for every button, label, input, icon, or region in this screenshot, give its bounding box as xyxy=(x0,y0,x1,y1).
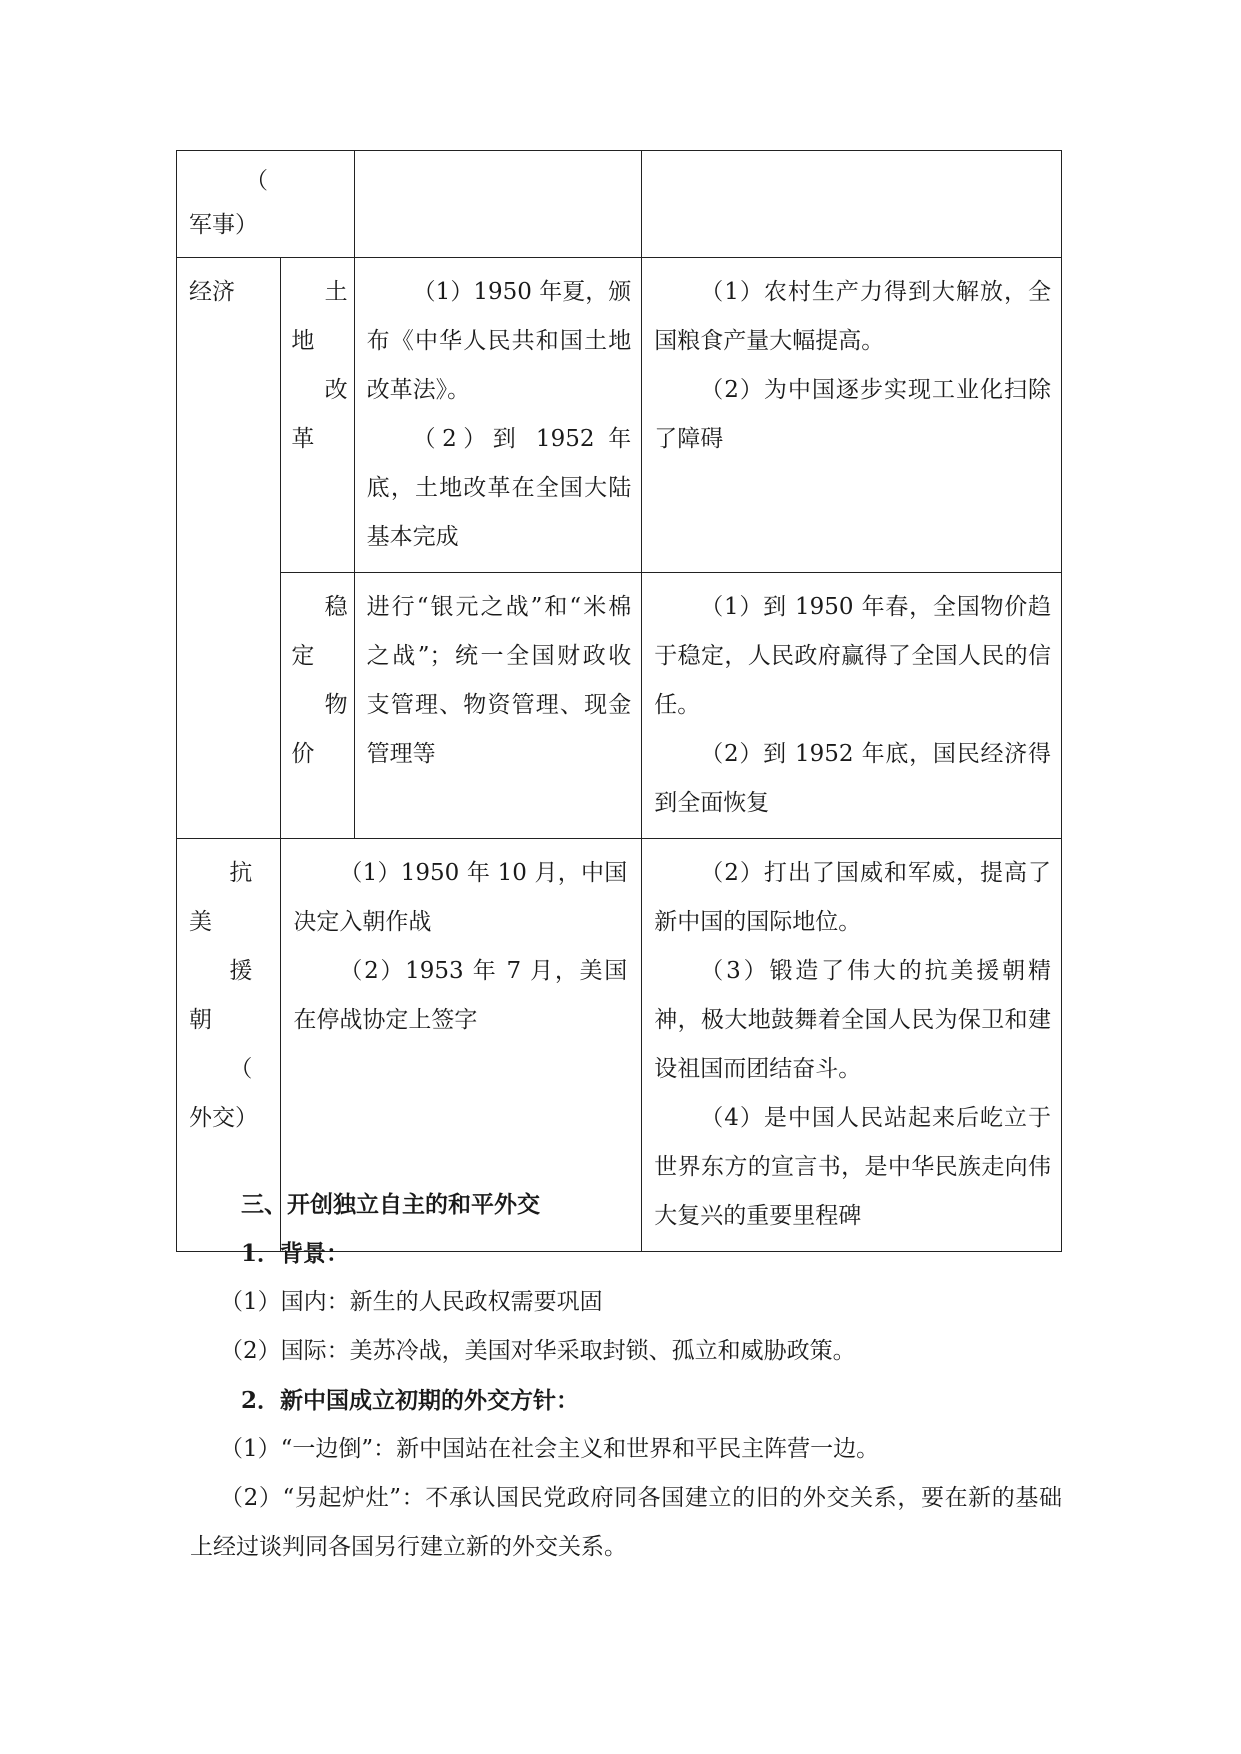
table-row-land-reform xyxy=(177,258,1062,573)
significance-item: （2）打出了国威和军威，提高了新中国的国际地位。 xyxy=(654,860,1051,935)
subcategory-cell-land-reform xyxy=(281,258,354,573)
measure-item: （2）1953 年 7 月，美国在停战协定上签字 xyxy=(293,958,628,1033)
section-heading: 三、开创独立自主的和平外交 xyxy=(241,1191,540,1218)
category-label xyxy=(189,159,344,247)
label-char: 物 xyxy=(324,692,348,718)
list-item: （1）国内：新生的人民政权需要巩固 xyxy=(220,1289,603,1315)
label-line: 军事） xyxy=(189,212,258,238)
subcategory-label xyxy=(291,268,347,464)
significance-item: （4）是中国人民站起来后屹立于世界东方的宣言书，是中华民族走向伟大复兴的重要里程碑 xyxy=(654,1105,1051,1229)
significance-item: （3）锻造了伟大的抗美援朝精神，极大地鼓舞着全国人民为保卫和建设祖国而团结奋斗。 xyxy=(654,958,1051,1082)
measures-cell-military xyxy=(354,151,642,258)
list-item: （1）“一边倒”：新中国站在社会主义和世界和平民主阵营一边。 xyxy=(220,1436,880,1462)
list-item: （2）“另起炉灶”：不承认国民党政府同各国建立的旧的外交关系，要在新的基础上经过谈判同各国另行建立新的外交关系。 xyxy=(190,1485,1062,1560)
significance-cell-land-reform xyxy=(642,258,1062,573)
label-char: （ xyxy=(229,1056,253,1082)
label-char: 援 xyxy=(229,958,253,984)
significance-item: （1）农村生产力得到大解放，全国粮食产量大幅提高。 xyxy=(654,279,1051,354)
label-char: 美 xyxy=(189,909,212,935)
list-item: （2）国际：美苏冷战，美国对华采取封锁、孤立和威胁政策。 xyxy=(220,1338,856,1364)
label-char: 土 xyxy=(324,279,348,305)
label-char: 地 xyxy=(291,328,315,354)
subsection-heading-policy: 2．新中国成立初期的外交方针： xyxy=(241,1387,580,1414)
category-cell-economy xyxy=(177,258,281,839)
label-char: 抗 xyxy=(229,860,253,886)
label-char: 朝 xyxy=(189,1007,212,1033)
table-row-stabilize-prices xyxy=(177,573,1062,839)
content-table xyxy=(176,150,1062,1252)
label-line: （ xyxy=(245,168,268,194)
table-row-military xyxy=(177,151,1062,258)
measures-cell-land-reform xyxy=(354,258,642,573)
measure-item: （1）1950 年 10 月，中国决定入朝作战 xyxy=(293,860,628,935)
subcategory-cell-stabilize-prices xyxy=(281,573,354,839)
category-label xyxy=(189,849,270,1143)
measure-item: （2）到 1952 年底，土地改革在全国大陆基本完成 xyxy=(366,426,632,550)
significance-cell-stabilize-prices xyxy=(642,573,1062,839)
significance-cell-military xyxy=(642,151,1062,258)
category-label: 经济 xyxy=(189,279,235,305)
label-char: 定 xyxy=(291,643,315,669)
label-char: 稳 xyxy=(324,594,348,620)
measures-cell-stabilize-prices xyxy=(354,573,642,839)
measure-item: 进行“银元之战”和“米棉之战”；统一全国财政收支管理、物资管理、现金管理等 xyxy=(366,594,632,767)
label-char: 改 xyxy=(324,377,348,403)
measure-item: （1）1950 年夏，颁布《中华人民共和国土地改革法》。 xyxy=(366,279,632,403)
section-three xyxy=(190,1180,1062,1572)
significance-item: （1）到 1950 年春，全国物价趋于稳定，人民政府赢得了全国人民的信任。 xyxy=(654,594,1051,718)
label-char: 外交） xyxy=(189,1105,258,1131)
label-char: 革 xyxy=(291,426,315,452)
significance-item: （2）到 1952 年底，国民经济得到全面恢复 xyxy=(654,741,1051,816)
category-cell-military xyxy=(177,151,355,258)
label-char: 价 xyxy=(291,741,315,767)
subcategory-label xyxy=(291,583,347,779)
subsection-heading-background: 1．背景： xyxy=(241,1240,350,1267)
significance-item: （2）为中国逐步实现工业化扫除了障碍 xyxy=(654,377,1051,452)
